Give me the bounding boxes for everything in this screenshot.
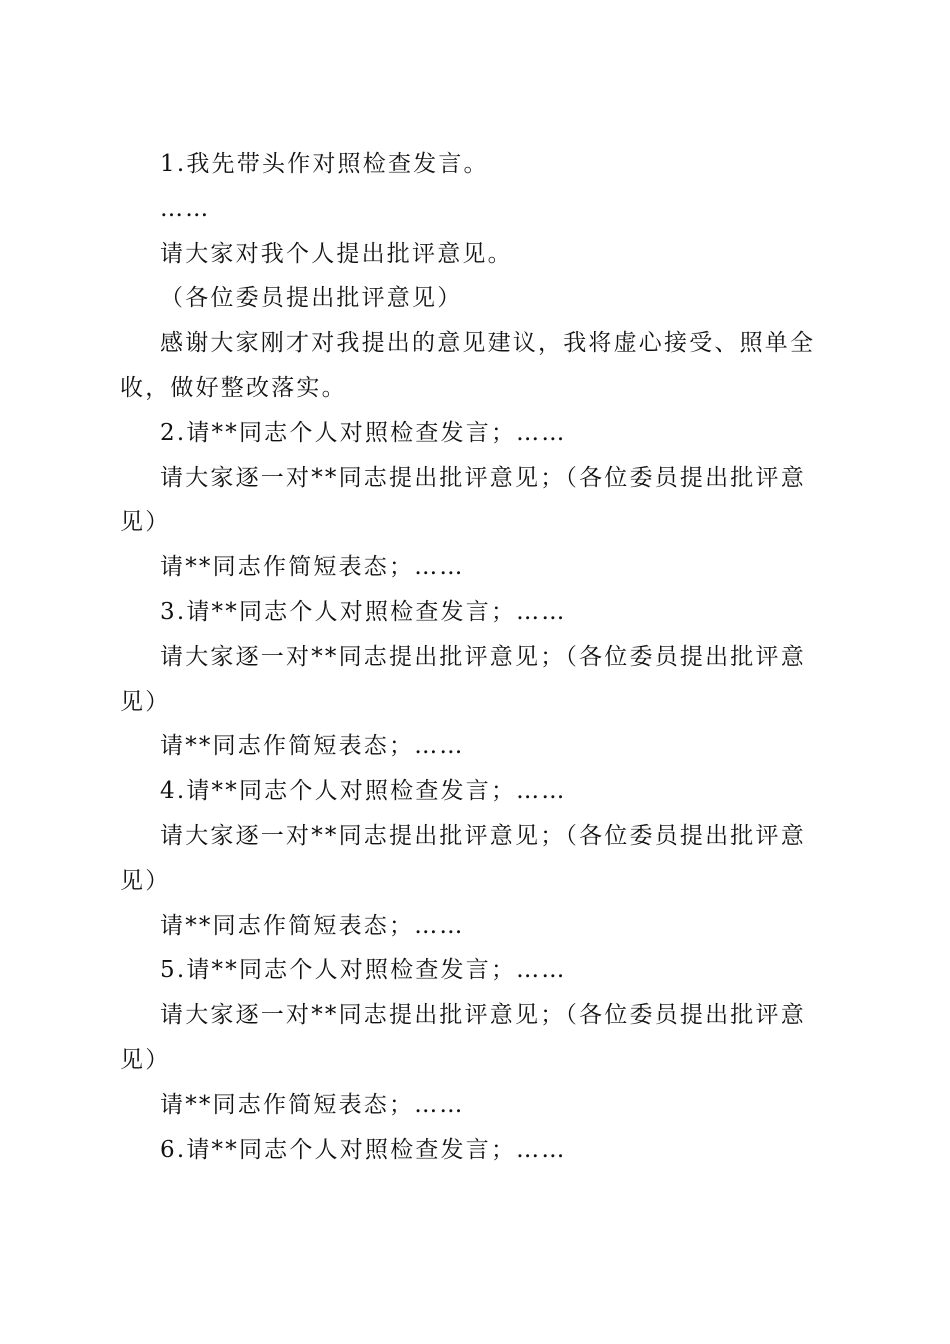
paragraph-item-4-speech: 4.请**同志个人对照检查发言；…… [160,778,567,805]
paragraph-item-4-criticism: 请大家逐一对**同志提出批评意见；（各位委员提出批评意见） [120,822,806,894]
paragraph-members-criticize: （各位委员提出批评意见） [160,285,463,312]
paragraph-item-2-criticism: 请大家逐一对**同志提出批评意见；（各位委员提出批评意见） [120,464,806,536]
paragraph-item-3-statement: 请**同志作简短表态；…… [160,733,465,760]
paragraph-item-3-speech: 3.请**同志个人对照检查发言；…… [160,598,567,625]
paragraph-item-2-speech: 2.请**同志个人对照检查发言；…… [160,419,567,446]
paragraph-item-5-speech: 5.请**同志个人对照检查发言；…… [160,957,567,984]
document-body [120,142,825,1172]
paragraph-item-5-statement: 请**同志作简短表态；…… [160,1091,465,1118]
paragraph-thanks: 感谢大家刚才对我提出的意见建议，我将虚心接受、照单全收，做好整改落实。 [120,330,816,401]
paragraph-item-6-speech: 6.请**同志个人对照检查发言；…… [160,1136,567,1163]
paragraph-item-2-statement: 请**同志作简短表态；…… [160,554,465,581]
paragraph-item-5-criticism: 请大家逐一对**同志提出批评意见；（各位委员提出批评意见） [120,1002,806,1073]
paragraph-ellipsis: …… [160,195,211,222]
paragraph-item-3-criticism: 请大家逐一对**同志提出批评意见；（各位委员提出批评意见） [120,643,806,715]
paragraph-item-4-statement: 请**同志作简短表态；…… [160,912,465,939]
paragraph-self-review: 1.我先带头作对照检查发言。 [160,151,489,177]
paragraph-request-criticism: 请大家对我个人提出批评意见。 [160,240,513,267]
